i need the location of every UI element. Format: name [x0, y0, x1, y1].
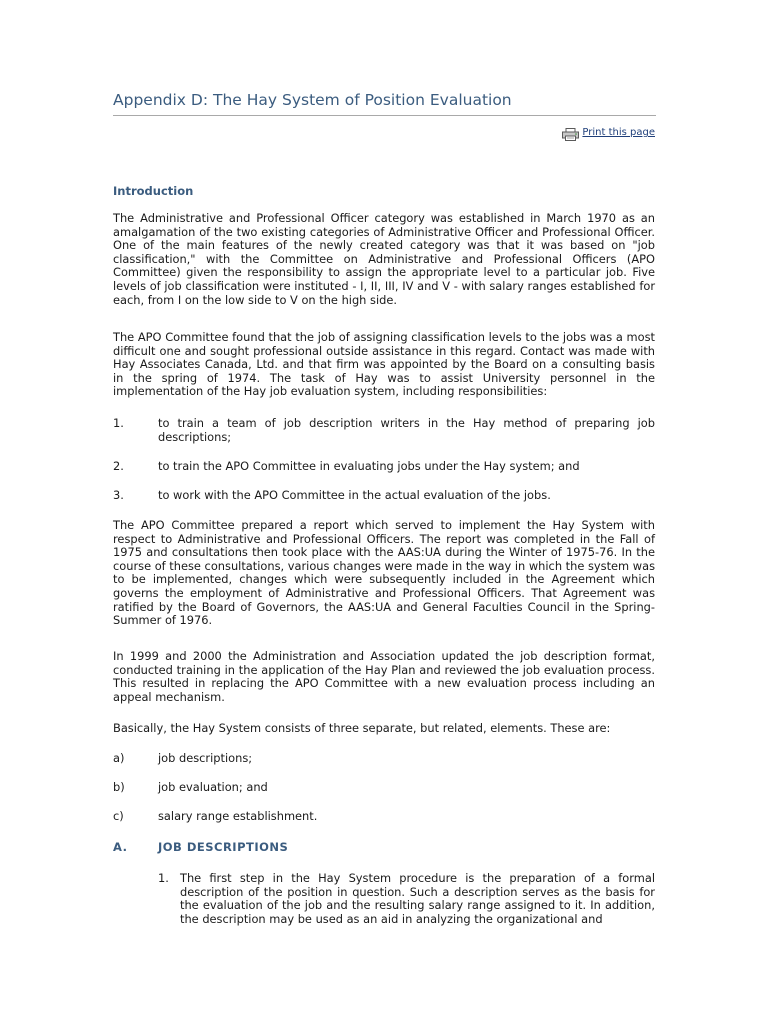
paragraph: Basically, the Hay System consists of three separate, but related, elements. These are:: [113, 721, 611, 735]
introduction-heading: Introduction: [113, 184, 194, 198]
list-item: [113, 460, 655, 474]
list-item-text: salary range establishment.: [158, 809, 318, 823]
print-page-label: Print this page: [582, 127, 655, 138]
paragraph: The APO Committee prepared a report which served to implement the Hay System with respect to Administrative and Professional Officers. The report was completed in the Fall of 1975 and consultations then took place with the AAS:UA during the Winter of 1975-76. In the course of these consultations, various changes were made in the way in which the system was to be implemented, changes which were subsequently included in the Agreement which governs the employment of Administrative and Professional Officers. That Agreement was ratified by the Board of Governors, the AAS:UA and General Faculties Council in the Spring-Summer of 1976.: [113, 518, 656, 628]
title-divider: [113, 115, 656, 116]
numbered-item: [158, 872, 655, 926]
list-marker: 1.: [113, 416, 124, 430]
section-marker: A.: [113, 840, 128, 854]
list-item-text: to train the APO Committee in evaluating jobs under the Hay system; and: [158, 459, 580, 473]
list-marker: a): [113, 751, 125, 765]
list-item-text: job evaluation; and: [158, 780, 268, 794]
list-item: [113, 417, 655, 444]
list-item: [113, 752, 655, 766]
item-text: The first step in the Hay System procedure is the preparation of a formal description of the position in question. Such a description serves as the basis for the evaluation of the job and the resulting salary range assigned to it. In addition, the description may be used as an aid in analyzing the organizational and: [180, 871, 655, 926]
list-item-text: to train a team of job description writers in the Hay method of preparing job descriptions;: [158, 416, 655, 444]
printer-icon: [562, 126, 579, 139]
paragraph: The APO Committee found that the job of assigning classification levels to the jobs was a most difficult one and sought professional outside assistance in this regard. Contact was made with Hay Associates Canada, Ltd. and that firm was appointed by the Board on a consulting basis in the spring of 1974. The task of Hay was to assist University personnel in the implementation of the Hay job evaluation system, including responsibilities:: [113, 330, 655, 399]
paragraph: The Administrative and Professional Officer category was established in March 1970 as an amalgamation of the two existing categories of Administrative Officer and Professional Officer. One of the main features of the newly created category was that it was based on "job classification," with the Committee on Administrative and Professional Officers (APO Committee) given the responsibility to assign the appropriate level to a particular job. Five levels of job classification were instituted - I, II, III, IV and V - with salary ranges established for each, from I on the low side to V on the high side.: [113, 211, 655, 307]
list-item: [113, 810, 655, 824]
list-marker: b): [113, 780, 125, 794]
list-item: [113, 781, 655, 795]
list-marker: c): [113, 809, 124, 823]
item-marker: 1.: [158, 871, 169, 885]
list-item-text: job descriptions;: [158, 751, 253, 765]
list-marker: 2.: [113, 459, 124, 473]
list-item: [113, 489, 655, 503]
print-page-link[interactable]: [562, 126, 655, 139]
page-title: Appendix D: The Hay System of Position Evaluation: [113, 91, 512, 109]
list-item-text: to work with the APO Committee in the actual evaluation of the jobs.: [158, 488, 551, 502]
section-title: JOB DESCRIPTIONS: [158, 840, 289, 854]
paragraph: In 1999 and 2000 the Administration and Association updated the job description format, conducted training in the application of the Hay Plan and reviewed the job evaluation process. This resulted in replacing the APO Committee with a new evaluation process including an appeal mechanism.: [113, 649, 655, 704]
list-marker: 3.: [113, 488, 124, 502]
